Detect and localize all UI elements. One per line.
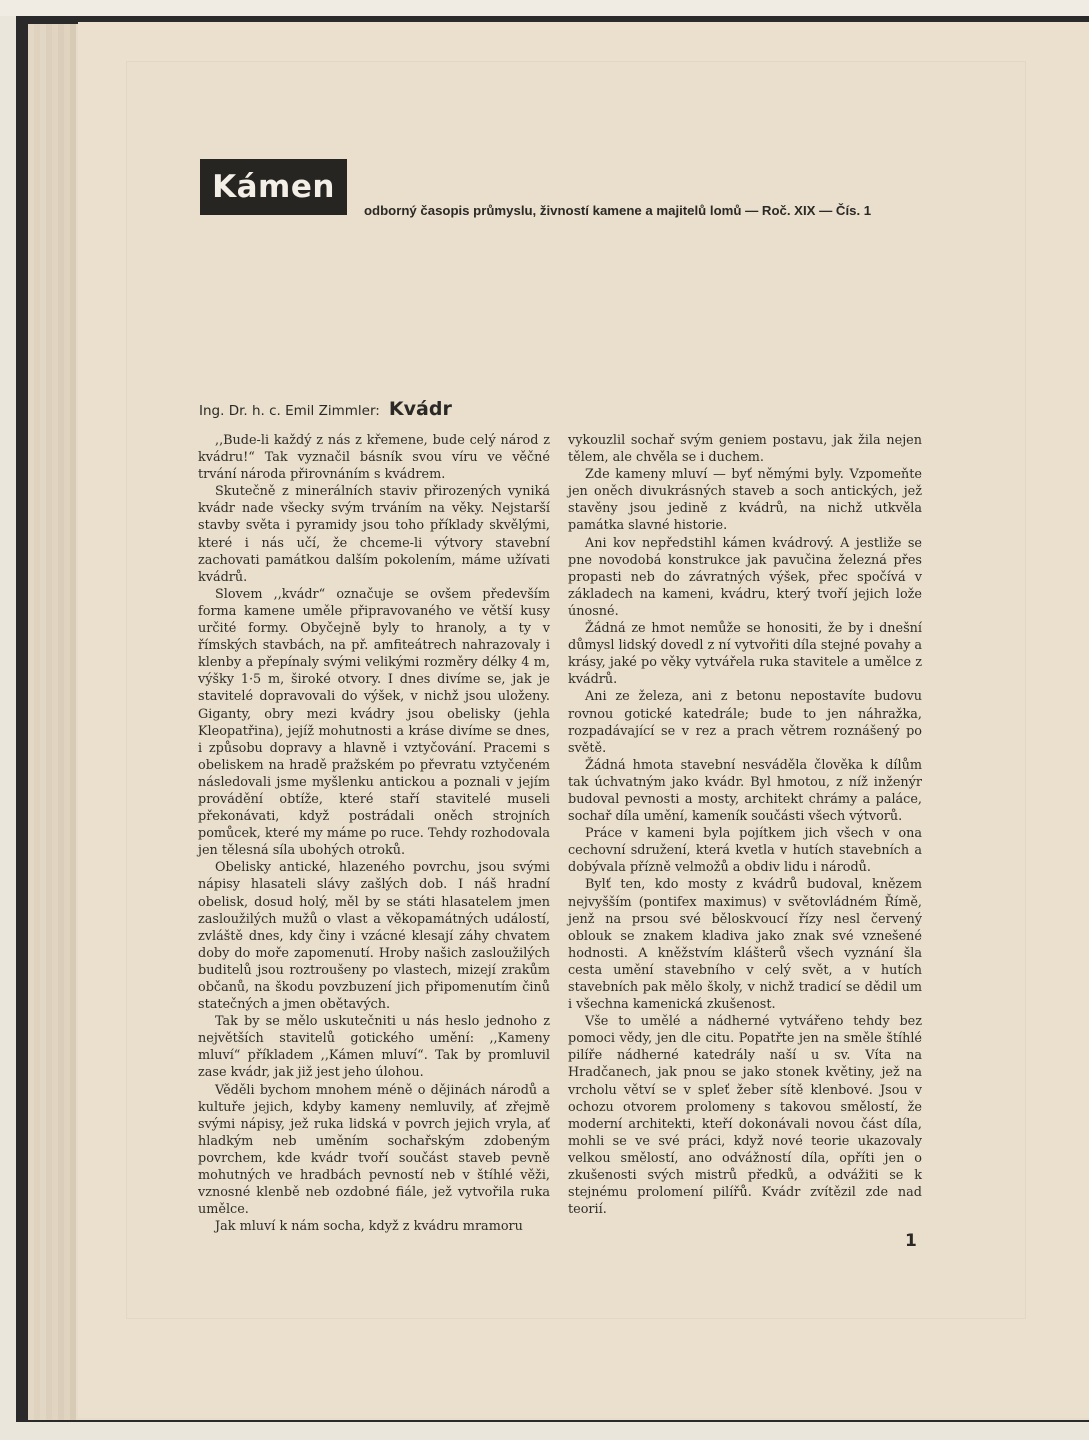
magazine-logo: Kámen: [200, 159, 347, 215]
background-top: [0, 0, 1089, 16]
paragraph: Skutečně z minerálních staviv přirozených vyniká kvádr nade všecky svým trváním na věky. Nejstarší stavby světa i pyramidy jsou toho příklady skvělými, které i nás učí, že chceme-li výtvory stavební zachovati památkou dalším pokolením, máme užívati kvádrů.: [198, 484, 550, 585]
paragraph: vykouzlil sochař svým geniem postavu, jak žila nejen tělem, ale chvěla se i duchem.: [568, 433, 922, 466]
paragraph: Ani kov nepředstihl kámen kvádrový. A jestliže se pne novodobá konstrukce jak pavučina železná přes propasti neb do závratných výšek, přec spočívá v základech na kameni, kvádru, který tvoří jejich lože únosné.: [568, 535, 922, 619]
paragraph: Obelisky antické, hlazeného povrchu, jsou svými nápisy hlasateli slávy zašlých dob. I náš hradní obelisk, dosud holý, měl by se státi hlasatelem jmen zasloužilých mužů o vlast a věkopamátných událostí, zvláště dnes, kdy činy i vzácné klesají záhy chvatem doby do moře zapomenutí. Hroby našich zasloužilých buditelů jsou roztroušeny po vlastech, mizejí zrakům občanů, na škodu povzbuzení jich připomenutím činů statečných a jmen obětavých.: [198, 860, 550, 1013]
article-title: Kvádr: [388, 398, 452, 420]
paragraph: Tak by se mělo uskutečniti u nás heslo jednoho z největších stavitelů gotického umění: ,,Kameny mluví“ příkladem ,,Kámen mluví“. Tak by promluvil zase kvádr, jak již jest jeho úlohou.: [198, 1014, 550, 1081]
paragraph: Bylť ten, kdo mosty z kvádrů budoval, knězem nejvyšším (pontifex maximus) v světovládném Římě, jenž na prsou své běloskvoucí řízy nesl červený oblouk se znakem kladiva jako znak své vznešené hodnosti. A kněžstvím klášterů všech vyznání šla cesta umění stavebního v celý svět, a v hutích stavebních pak mělo školy, v nichž tradicí se dědil um i všechna kamenická zkušenost.: [568, 877, 922, 1013]
paragraph: Ani ze železa, ani z betonu nepostavíte budovu rovnou gotické katedrále; bude to jen náhražka, rozpadávající se v rez a prach větrem roznášený po světě.: [568, 689, 922, 756]
paragraph: Jak mluví k nám socha, když z kvádru mramoru: [215, 1219, 523, 1235]
paragraph: ,,Bude-li každý z nás z křemene, bude celý národ z kvádru!“ Tak vyznačil básník svou víru ve věčné trvání národa přirovnáním s kvádrem.: [198, 433, 550, 483]
article-column-right: [568, 432, 922, 1218]
masthead-subtitle: odborný časopis průmyslu, živností kamene a majitelů lomů — Roč. XIX — Čís. 1: [364, 203, 872, 218]
paragraph: Slovem ,,kvádr“ označuje se ovšem především forma kamene uměle připravovaného ve větší kusy určité formy. Obyčejně byly to hranoly, a ty v římských stavbách, na př. amfiteátrech nahrazovaly i klenby a přepínaly svými velikými rozměry délky 4 m, výšky 1·5 m, široké otvory. I dnes divíme se, jak je stavitelé dopravovali do výšek, v nichž jsou uloženy. Giganty, obry mezi kvádry jsou obelisky (jehla Kleopatřina), jejíž mohutnosti a kráse divíme se dnes, i způsobu dopravy a hlavně i vztyčování. Pracemi s obeliskem na hradě pražském po převratu vztyčeném následovali jsme myšlenku antickou a poznali v jejím provádění obtíže, které staří stavitelé museli překonávati, když postrádali oněch strojních pomůcek, které my máme po ruce. Tehdy rozhodovala jen tělesná síla ubohých otroků.: [198, 586, 550, 859]
article-column-left: [198, 432, 550, 1235]
paragraph: Práce v kameni byla pojítkem jich všech v ona cechovní sdružení, která kvetla v hutích stavebních a dobývala přízně velmožů a obdiv lidu i národů.: [568, 826, 922, 876]
article-author: Ing. Dr. h. c. Emil Zimmler:: [199, 403, 380, 419]
page-number: 1: [905, 1231, 917, 1251]
paragraph: Žádná hmota stavební nesváděla člověka k dílům tak úchvatným jako kvádr. Byl hmotou, z níž inženýr budoval pevnosti a mosty, architekt chrámy a paláce, sochař díla umění, kameník součásti všech výtvorů.: [568, 757, 922, 825]
paragraph: Zde kameny mluví — byť němými byly. Vzpomeňte jen oněch divukrásných staveb a soch antických, jež stavěny jsou jedině z kvádrů, na nichž utkvěla památka slavné historie.: [568, 467, 922, 534]
paragraph: Věděli bychom mnohem méně o dějinách národů a kultuře jejich, kdyby kameny nemluvily, ať zřejmě svými nápisy, jež ruka lidská v povrch jejich vryla, ať hladkým neb uměním sochařským zdobeným povrchem, kde kvádr tvoří součást staveb pevně mohutných ve hradbách pevností neb v štíhlé věži, vznosné klenbě neb ozdobné fiále, jež vytvořila ruka umělce.: [198, 1082, 550, 1218]
paragraph: Vše to umělé a nádherné vytvářeno tehdy bez pomoci vědy, jen dle citu. Popatřte jen na směle štíhlé pilíře nádherné katedrály naší u sv. Víta na Hradčanech, jak pnou se jako stonek květiny, jež na vrcholu větví se v spleť žeber sítě klenbové. Jsou v ochozu otvorem prolomeny s takovou smělostí, že moderní architekti, kteří dokonávali novou část díla, mohli se ve své práci, když nové teorie ukazovaly velkou smělostí, ano odvážností díla, opříti jen o zkušenosti svých mistrů předků, a odvážiti se k stejnému prolomení pilířů. Kvádr zvítězil zde nad teorií.: [568, 1014, 922, 1218]
article-byline: [199, 398, 599, 422]
paragraph: Žádná ze hmot nemůže se honositi, že by i dnešní důmysl lidský dovedl z ní vytvořiti díla stejné povahy a krásy, jaké po věky vytvářela ruka stavitele a umělce z kvádrů.: [568, 621, 922, 688]
